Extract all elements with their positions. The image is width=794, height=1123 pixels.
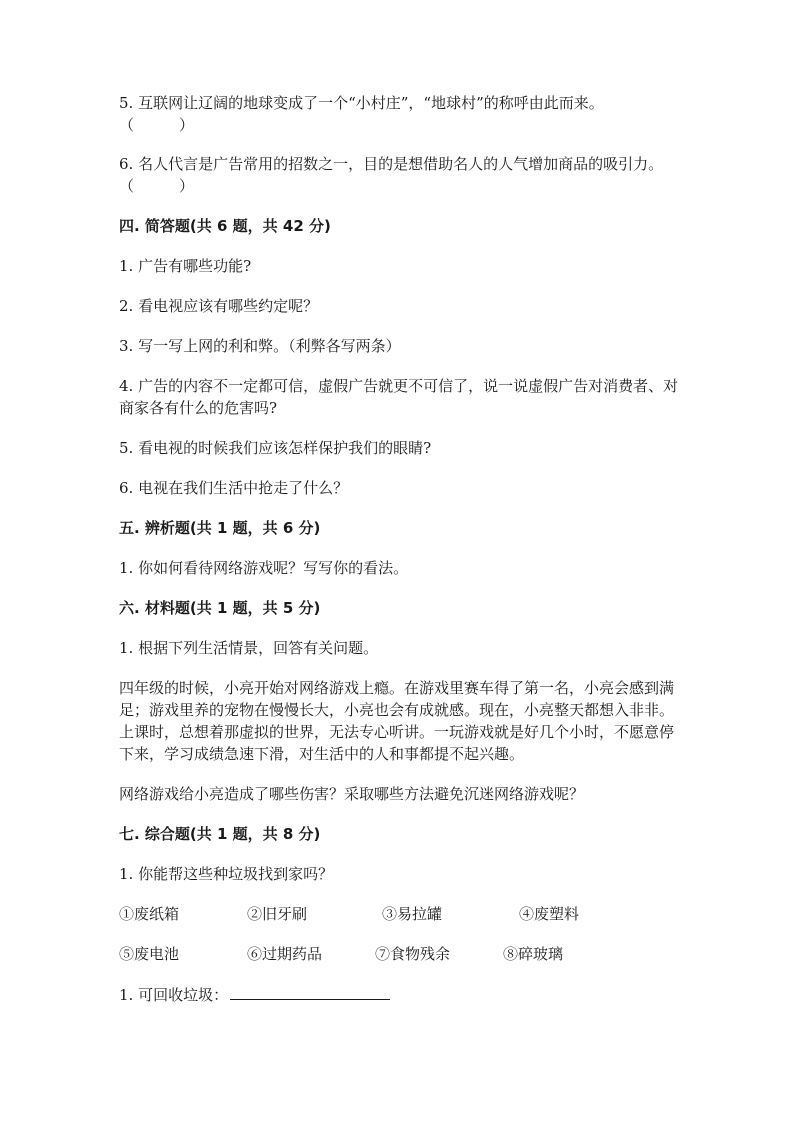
section-title-analysis: 五. 辨析题(共 1 题，共 6 分) [119,519,321,537]
garbage-option: ⑧碎玻璃 [503,945,564,963]
material-passage: 四年级的时候，小亮开始对网络游戏上瘾。在游戏里赛车得了第一名，小亮会感到满足；游戏里养的宠物在慢慢长大，小亮也会有成就感。现在，小亮整天都想入非非。上课时，总想着那虚拟的世界，无法专心听讲。一玩游戏就是好几个小时，不愿意停下来，学习成绩急速下滑，对生活中的人和事都提不起兴趣。 [119,679,675,763]
exam-page [119,92,679,1006]
answer-label: 1. 可回收垃圾： [119,986,229,1004]
question-item: 1. 广告有哪些功能? [119,257,252,275]
section-title-comprehensive: 七. 综合题(共 1 题，共 8 分) [119,825,321,843]
judgement-item-5 [119,92,679,136]
garbage-option: ①废纸箱 [119,905,180,923]
question-item: 1. 根据下列生活情景，回答有关问题。 [119,639,379,657]
garbage-option: ②旧牙刷 [247,905,308,923]
garbage-option: ⑥过期药品 [247,945,323,963]
answer-row-recyclable [119,983,679,1006]
garbage-option: ⑦食物残余 [375,945,451,963]
garbage-option: ⑤废电池 [119,945,180,963]
question-item: 3. 写一写上网的利和弊。（利弊各写两条） [119,337,401,355]
question-item: 2. 看电视应该有哪些约定呢？ [119,297,319,315]
answer-parentheses: （ ） [119,177,195,195]
answer-parentheses: （ ） [119,116,195,134]
garbage-options-row-2 [119,943,679,965]
answer-blank-line[interactable] [230,983,390,1000]
question-item: 5. 看电视的时候我们应该怎样保护我们的眼睛? [119,439,432,457]
garbage-options-row-1 [119,903,679,925]
judgement-item-text: 6. 名人代言是广告常用的招数之一，目的是想借助名人的人气增加商品的吸引力。 [119,155,664,173]
judgement-item-text: 5. 互联网让辽阔的地球变成了一个“小村庄”，“地球村”的称呼由此而来。 [119,94,604,112]
question-item: 1. 你能帮这些种垃圾找到家吗？ [119,865,334,883]
material-question: 网络游戏给小亮造成了哪些伤害？采取哪些方法避免沉迷网络游戏呢？ [119,785,585,803]
question-item: 1. 你如何看待网络游戏呢？写写你的看法。 [119,559,409,577]
section-title-material: 六. 材料题(共 1 题，共 5 分) [119,599,321,617]
judgement-item-6 [119,153,679,197]
question-item: 6. 电视在我们生活中抢走了什么？ [119,479,349,497]
question-item: 4. 广告的内容不一定都可信，虚假广告就更不可信了，说一说虚假广告对消费者、对商家各有什么的危害吗? [119,377,679,417]
garbage-option: ④废塑料 [519,905,580,923]
section-title-short-answer: 四. 简答题(共 6 题，共 42 分) [119,217,331,235]
garbage-option: ③易拉罐 [382,905,443,923]
